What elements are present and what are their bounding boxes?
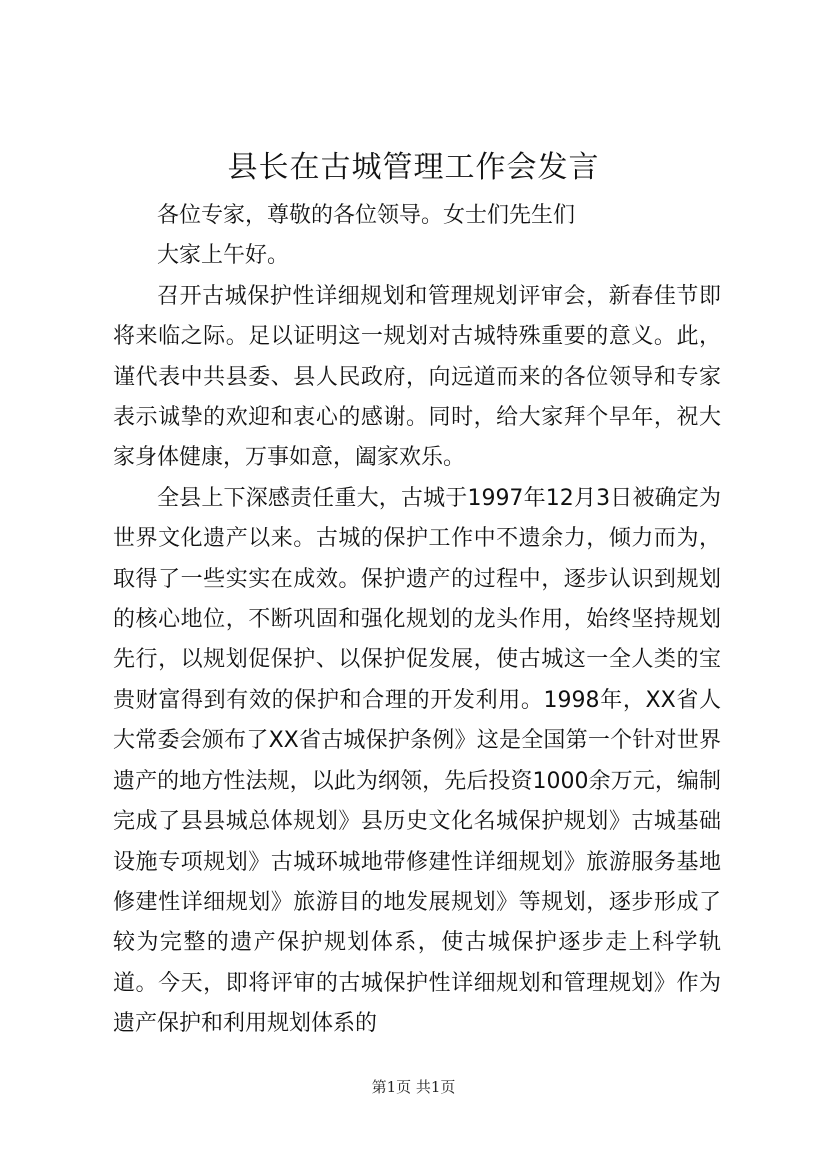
page-footer: 第1页 共1页 [371, 1078, 456, 1096]
document-title: 县长在古城管理工作会发言 [227, 150, 600, 185]
document-body [113, 196, 721, 1045]
body-paragraph: 召开古城保护性详细规划和管理规划评审会，新春佳节即将来临之际。足以证明这一规划对古城特殊重要的意义。此，谨代表中共县委、县人民政府，向远道而来的各位领导和专家表示诚挚的欢迎和衷心的感谢。同时，给大家拜个早年，祝大家身体健康，万事如意，阖家欢乐。 [113, 283, 721, 471]
greeting-line: 大家上午好。 [157, 243, 290, 269]
greeting-line: 各位专家，尊敬的各位领导。女士们先生们 [157, 203, 576, 228]
body-paragraph: 全县上下深感责任重大，古城于1997年12月3日被确定为世界文化遗产以来。古城的保护工作中不遗余力，倾力而为，取得了一些实实在成效。保护遗产的过程中，逐步认识到规划的核心地位，不断巩固和强化规划的龙头作用，始终坚持规划先行，以规划促保护、以保护促发展，使古城这一全人类的宝贵财富得到有效的保护和合理的开发利用。1998年，XX省人大常委会颁布了XX省古城保护条例》这是全国第一个针对世界遗产的地方性法规，以此为纲领，先后投资1000余万元，编制完成了县县城总体规划》县历史文化名城保护规划》古城基础设施专项规划》古城环城地带修建性详细规划》旅游服务基地修建性详细规划》旅游目的地发展规划》等规划，逐步形成了较为完整的遗产保护规划体系，使古城保护逐步走上科学轨道。今天，即将评审的古城保护性详细规划和管理规划》作为遗产保护和利用规划体系的 [113, 485, 721, 1037]
